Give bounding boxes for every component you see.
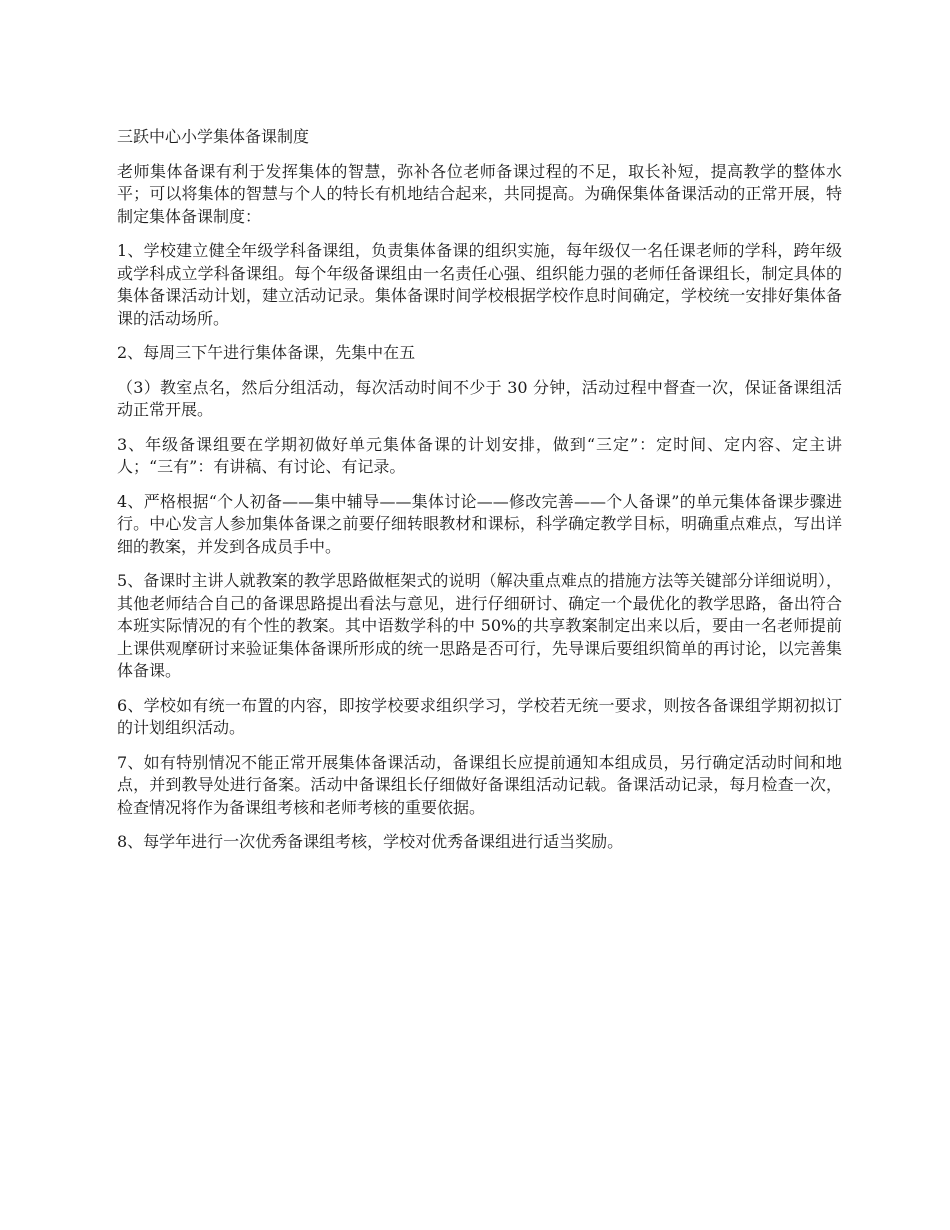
rule-paragraph-5: 5、备课时主讲人就教案的教学思路做框架式的说明（解决重点难点的措施方法等关键部分详细说明），其他老师结合自己的备课思路提出看法与意见，进行仔细研讨、确定一个最优化的教学思路，备出符合本班实际情况的有个性的教案。其中语数学科的中 50%的共享教案制定出来以后，要由一名老师提前上课供观摩研讨来验证集体备课所形成的统一思路是否可行，先导课后要组织简单的再讨论，以完善集体备课。 [117,571,842,680]
rule-paragraph-4: 4、严格根据“个人初备——集中辅导——集体讨论——修改完善——个人备课”的单元集体备课步骤进行。中心发言人参加集体备课之前要仔细转眼教材和课标，科学确定教学目标，明确重点难点，写出详细的教案，并发到各成员手中。 [117,491,842,556]
rule-paragraph-1: 1、学校建立健全年级学科备课组，负责集体备课的组织实施，每年级仅一名任课老师的学科，跨年级或学科成立学科备课组。每个年级备课组由一名责任心强、组织能力强的老师任备课组长，制定具体的集体备课活动计划，建立活动记录。集体备课时间学校根据学校作息时间确定，学校统一安排好集体备课的活动场所。 [117,241,842,328]
rule-paragraph-7: 7、如有特别情况不能正常开展集体备课活动，备课组长应提前通知本组成员，另行确定活动时间和地点，并到教导处进行备案。活动中备课组长仔细做好备课组活动记载。备课活动记录，每月检查一次，检查情况将作为备课组考核和老师考核的重要依据。 [117,752,842,817]
rule-paragraph-8: 8、每学年进行一次优秀备课组考核，学校对优秀备课组进行适当奖励。 [117,832,624,851]
document-body [117,126,842,866]
intro-paragraph: 老师集体备课有利于发挥集体的智慧，弥补各位老师备课过程的不足，取长补短，提高教学的整体水平；可以将集体的智慧与个人的特长有机地结合起来，共同提高。为确保集体备课活动的正常开展，特制定集体备课制度： [117,161,842,226]
rule-paragraph-2: 2、每周三下午进行集体备课，先集中在五 [117,343,416,362]
document-title: 三跃中心小学集体备课制度 [117,127,310,146]
rule-paragraph-2-continued: （3）教室点名，然后分组活动，每次活动时间不少于 30 分钟，活动过程中督查一次，保证备课组活动正常开展。 [117,377,842,419]
rule-paragraph-6: 6、学校如有统一布置的内容，即按学校要求组织学习，学校若无统一要求，则按各备课组学期初拟订的计划组织活动。 [117,695,842,737]
rule-paragraph-3: 3、年级备课组要在学期初做好单元集体备课的计划安排，做到“三定”：定时间、定内容、定主讲人；“三有”：有讲稿、有讨论、有记录。 [117,434,842,476]
